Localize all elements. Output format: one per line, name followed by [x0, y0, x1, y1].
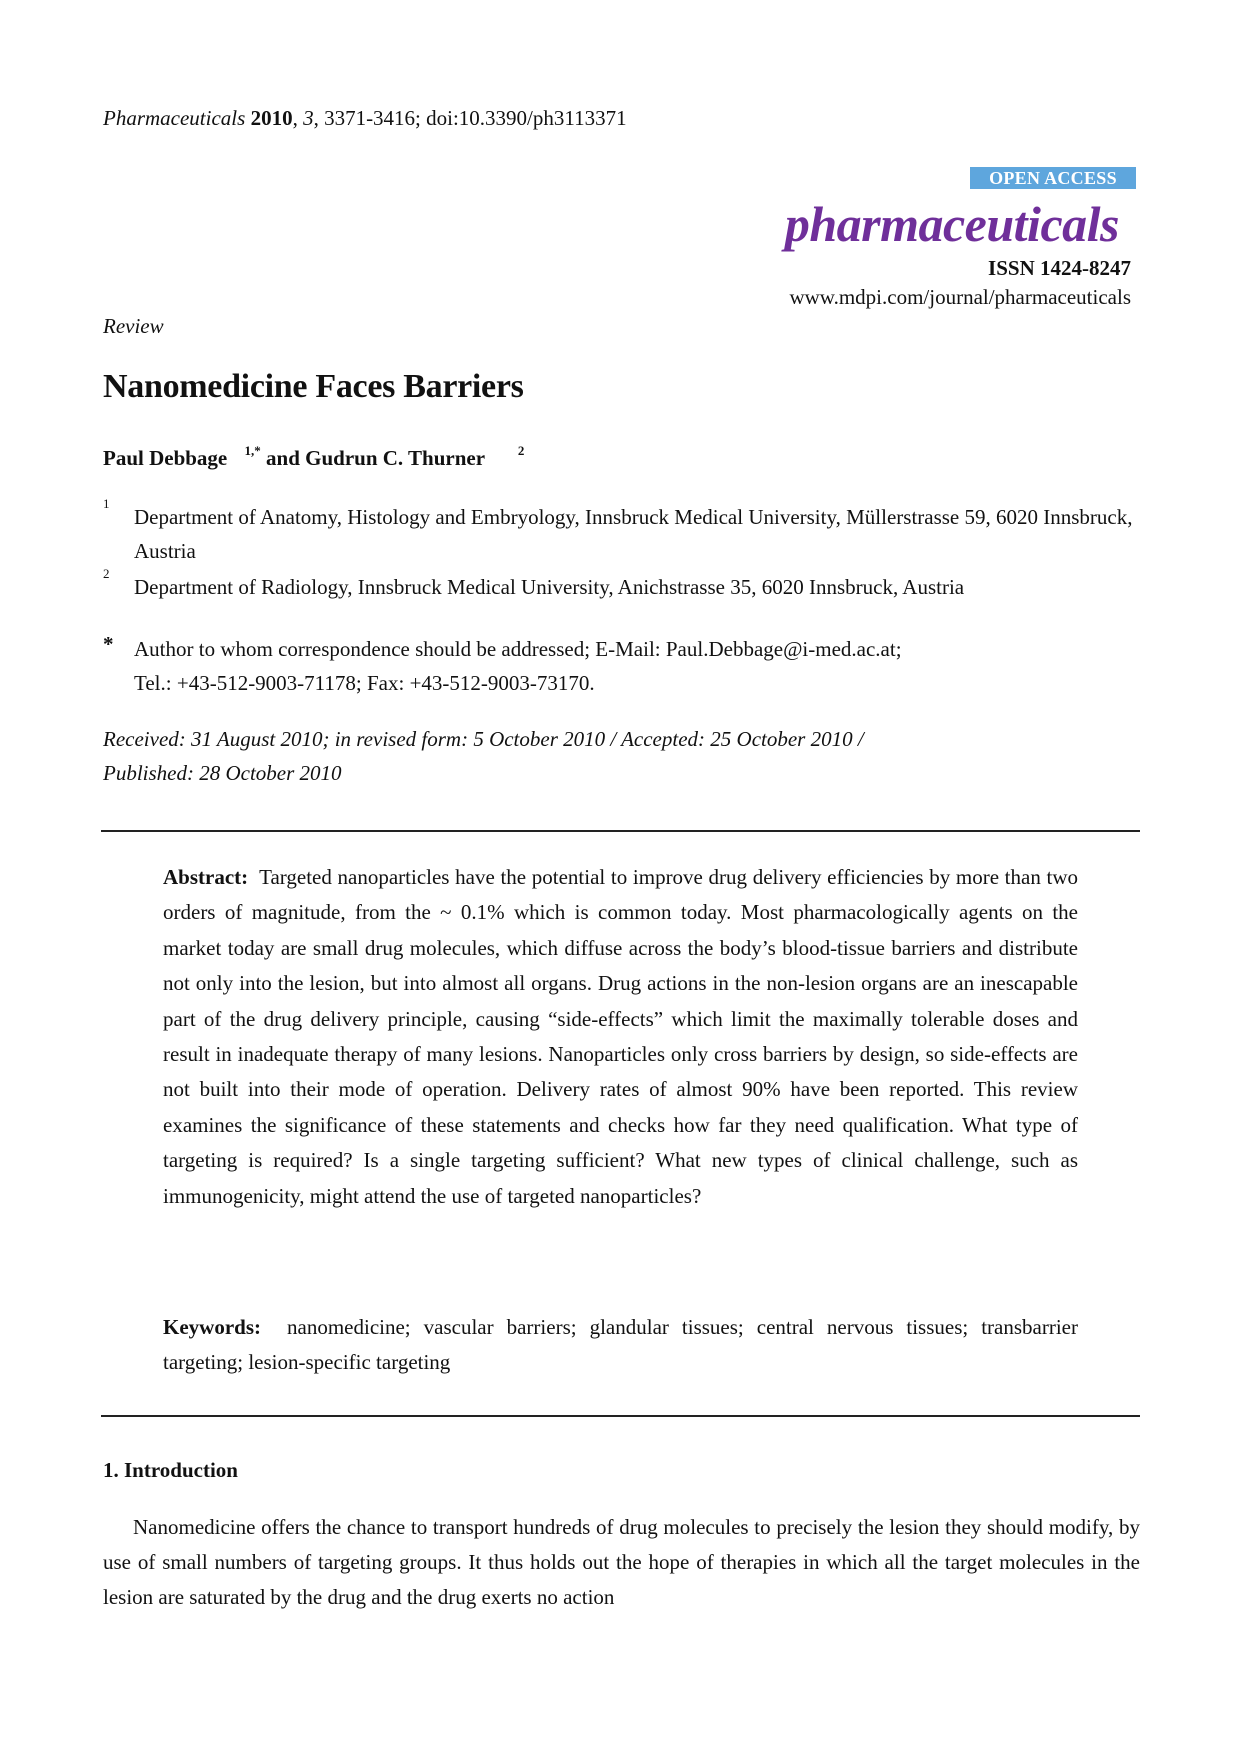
open-access-badge: OPEN ACCESS — [970, 167, 1136, 189]
author-1: Paul Debbage — [103, 446, 228, 470]
affiliation-1 — [103, 496, 1143, 568]
publication-dates — [103, 722, 864, 790]
year: 2010 — [250, 106, 293, 130]
abstract-label: Abstract: — [163, 865, 249, 889]
citation-line: Pharmaceuticals 2010, 3, 3371-3416; doi:10.3390/ph3113371 — [103, 106, 627, 130]
issn: ISSN 1424-8247 — [988, 256, 1131, 280]
dates-line-1: Received: 31 August 2010; in revised form: 5 October 2010 / Accepted: 25 October 2010 / — [103, 727, 864, 751]
journal-logo: pharmaceuticals — [784, 196, 1119, 252]
author-2-affiliation: 2 — [517, 443, 525, 458]
correspondence-mark: * — [103, 632, 114, 656]
correspondence-line-1: Author to whom correspondence should be addressed; E-Mail: Paul.Debbage@i-med.ac.at; — [134, 637, 902, 661]
pages-doi: , 3371-3416; doi:10.3390/ph3113371 — [313, 106, 627, 130]
journal-url[interactable]: www.mdpi.com/journal/pharmaceuticals — [789, 285, 1131, 309]
keywords — [163, 1310, 1078, 1380]
divider-top — [101, 830, 1140, 832]
affiliation-mark: 2 — [103, 566, 110, 581]
keywords-text: nanomedicine; vascular barriers; glandular tissues; central nervous tissues; transbarrier targeting; lesion-specific targeting — [163, 1315, 1078, 1374]
section-heading: 1. Introduction — [103, 1458, 238, 1482]
affiliation-text: Department of Anatomy, Histology and Embryology, Innsbruck Medical University, Müllerstrasse 59, 6020 Innsbruck, Austria — [134, 505, 1133, 563]
author-1-affiliation: 1,* — [244, 443, 261, 458]
affiliation-mark: 1 — [103, 496, 110, 511]
dates-line-2: Published: 28 October 2010 — [103, 761, 342, 785]
divider-bottom — [101, 1415, 1140, 1417]
abstract — [163, 860, 1078, 1214]
correspondence-line-2: Tel.: +43-512-9003-71178; Fax: +43-512-9003-73170. — [134, 671, 595, 695]
affiliation-2 — [103, 566, 1143, 604]
correspondence — [103, 632, 1143, 700]
volume: 3 — [303, 106, 314, 130]
keywords-label: Keywords: — [163, 1315, 261, 1339]
article-type: Review — [103, 314, 164, 338]
introduction-text: Nanomedicine offers the chance to transport hundreds of drug molecules to precisely the lesion they should modify, by use of small numbers of targeting groups. It thus holds out the hope of therapies in which all the target molecules in the lesion are saturated by the drug and the drug exerts no action — [103, 1515, 1140, 1609]
author-2: and Gudrun C. Thurner — [266, 446, 485, 470]
journal-name: Pharmaceuticals — [103, 106, 246, 130]
affiliation-text: Department of Radiology, Innsbruck Medical University, Anichstrasse 35, 6020 Innsbruck, Austria — [134, 575, 965, 599]
abstract-text: Targeted nanoparticles have the potential to improve drug delivery efficiencies by more than two orders of magnitude, from the ~ 0.1% which is common today. Most pharmacologically agents on the market today are small drug molecules, which diffuse across the body’s blood-tissue barriers and distribute not only into the lesion, but into almost all organs. Drug actions in the non-lesion organs are an inescapable part of the drug delivery principle, causing “side-effects” which limit the maximally tolerable doses and result in inadequate therapy of many lesions. Nanoparticles only cross barriers by design, so side-effects are not built into their mode of operation. Delivery rates of almost 90% have been reported. This review examines the significance of these statements and checks how far they need qualification. What type of targeting is required? Is a single targeting sufficient? What new types of clinical challenge, such as immunogenicity, might attend the use of targeted nanoparticles? — [163, 865, 1078, 1208]
page-title: Nanomedicine Faces Barriers — [103, 368, 524, 405]
authors — [103, 443, 524, 471]
